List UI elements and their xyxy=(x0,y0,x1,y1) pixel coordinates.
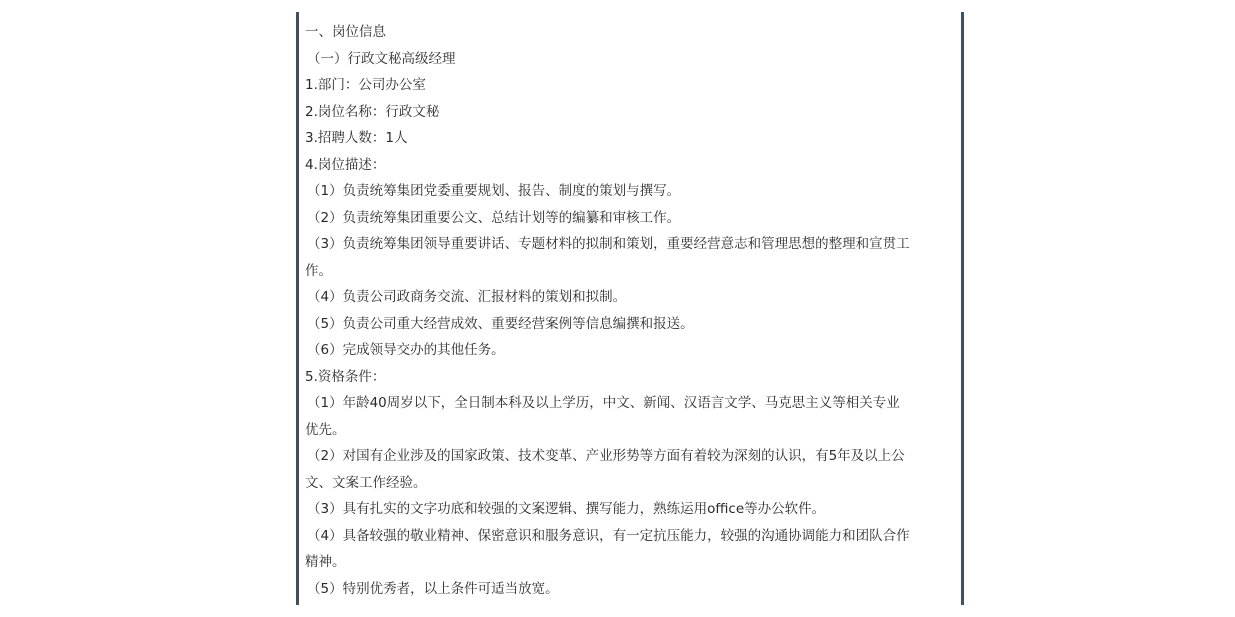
description-item-1: （1）负责统筹集团党委重要规划、报告、制度的策划与撰写。 xyxy=(307,183,681,199)
qualification-item-3: （3）具有扎实的文字功底和较强的文案逻辑、撰写能力，熟练运用office等办公软件。 xyxy=(307,501,826,517)
qualification-item-1: （1）年龄40周岁以下，全日制本科及以上学历，中文、新闻、汉语言文学、马克思主义等相关专业 xyxy=(307,395,900,411)
position-title: （一）行政文秘高级经理 xyxy=(307,50,456,67)
department-line: 1.部门：公司办公室 xyxy=(305,77,426,93)
qualification-item-4-continued: 精神。 xyxy=(305,554,346,570)
description-item-3: （3）负责统筹集团领导重要讲话、专题材料的拟制和策划，重要经营意志和管理思想的整理和宣贯工 xyxy=(307,236,910,252)
qualification-item-4: （4）具备较强的敬业精神、保密意识和服务意识，有一定抗压能力，较强的沟通协调能力和团队合作 xyxy=(307,527,910,544)
description-item-6: （6）完成领导交办的其他任务。 xyxy=(307,342,505,358)
description-item-4: （4）负责公司政商务交流、汇报材料的策划和拟制。 xyxy=(307,289,627,305)
section-heading: 一、岗位信息 xyxy=(305,24,386,40)
document-body xyxy=(305,19,959,602)
qualification-item-5: （5）特别优秀者，以上条件可适当放宽。 xyxy=(307,580,559,597)
qualification-heading: 5.资格条件： xyxy=(305,368,386,385)
position-name-line: 2.岗位名称：行政文秘 xyxy=(305,103,440,120)
qualification-item-1-continued: 优先。 xyxy=(305,421,346,438)
document-frame xyxy=(296,12,964,605)
description-item-5: （5）负责公司重大经营成效、重要经营案例等信息编撰和报送。 xyxy=(307,315,694,332)
qualification-item-2-continued: 文、文案工作经验。 xyxy=(305,474,427,491)
headcount-line: 3.招聘人数：1人 xyxy=(305,130,408,146)
description-item-3-continued: 作。 xyxy=(305,262,332,279)
description-heading: 4.岗位描述： xyxy=(305,156,386,173)
description-item-2: （2）负责统筹集团重要公文、总结计划等的编纂和审核工作。 xyxy=(307,209,681,226)
qualification-item-2: （2）对国有企业涉及的国家政策、技术变革、产业形势等方面有着较为深刻的认识，有5年及以上公 xyxy=(307,448,905,464)
